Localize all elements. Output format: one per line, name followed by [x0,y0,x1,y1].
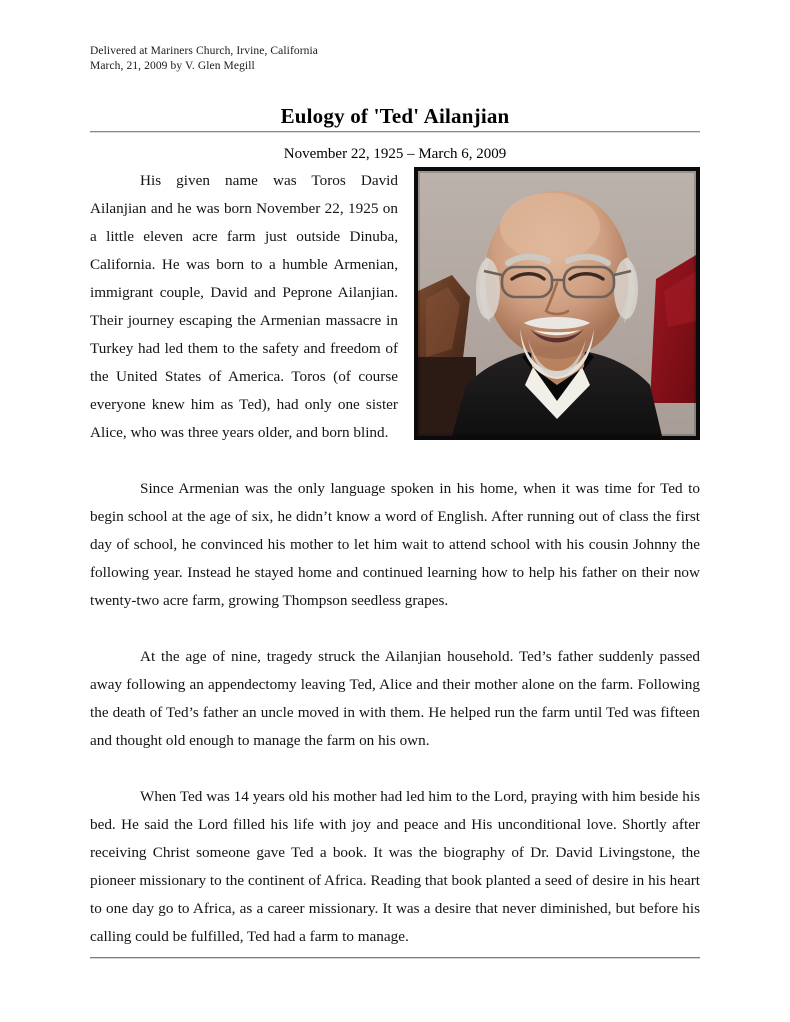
portrait-photo-image [418,171,696,436]
header-line-1: Delivered at Mariners Church, Irvine, California [90,45,319,57]
paragraph-3: At the age of nine, tragedy struck the Ailanjian household. Ted’s father suddenly passed away following an appendectomy leaving Ted, Alice and their mother alone on the farm. Following the death of Ted’s father an uncle moved in with them. He helped run the farm until Ted was fifteen and thought old enough to manage the farm on his own. [90,648,700,749]
body-text [90,167,700,951]
paragraph-4: When Ted was 14 years old his mother had led him to the Lord, praying with him beside his bed. He said the Lord filled his life with joy and peace and His unconditional love. Shortly after receiving Christ someone gave Ted a book. It was the biography of Dr. David Livingstone, the pioneer missionary to the continent of Africa. Reading that book planted a seed of desire in his heart to one day go to Africa, as a career missionary. It was a desire that never diminished, but before his calling could be fulfilled, Ted had a farm to manage. [90,788,700,945]
paragraph-1: His given name was Toros David Ailanjian and he was born November 22, 1925 on a little eleven acre farm just outside Dinuba, California. He was born to a humble Armenian, immigrant couple, David and Peprone Ailanjian. Their journey escaping the Armenian massacre in Turkey had led them to the safety and freedom of the United States of America. Toros (of course everyone knew him as Ted), had only one sister Alice, who was three years older, and born blind. [90,172,398,441]
title-divider [90,131,700,133]
footer-divider [90,957,700,959]
page-title: Eulogy of 'Ted' Ailanjian [280,104,510,128]
life-dates: November 22, 1925 – March 6, 2009 [283,146,507,162]
title-block [90,104,700,164]
header-line-2: March, 21, 2009 by V. Glen Megill [90,59,255,72]
running-header [90,44,318,73]
portrait-photo [414,167,700,440]
paragraph-2: Since Armenian was the only language spoken in his home, when it was time for Ted to begin school at the age of six, he didn’t know a word of English. After running out of class the first day of school, he convinced his mother to let him wait to attend school with his cousin Johnny the following year. Instead he stayed home and continued learning how to help his father on their now twenty-two acre farm, growing Thompson seedless grapes. [90,480,700,609]
